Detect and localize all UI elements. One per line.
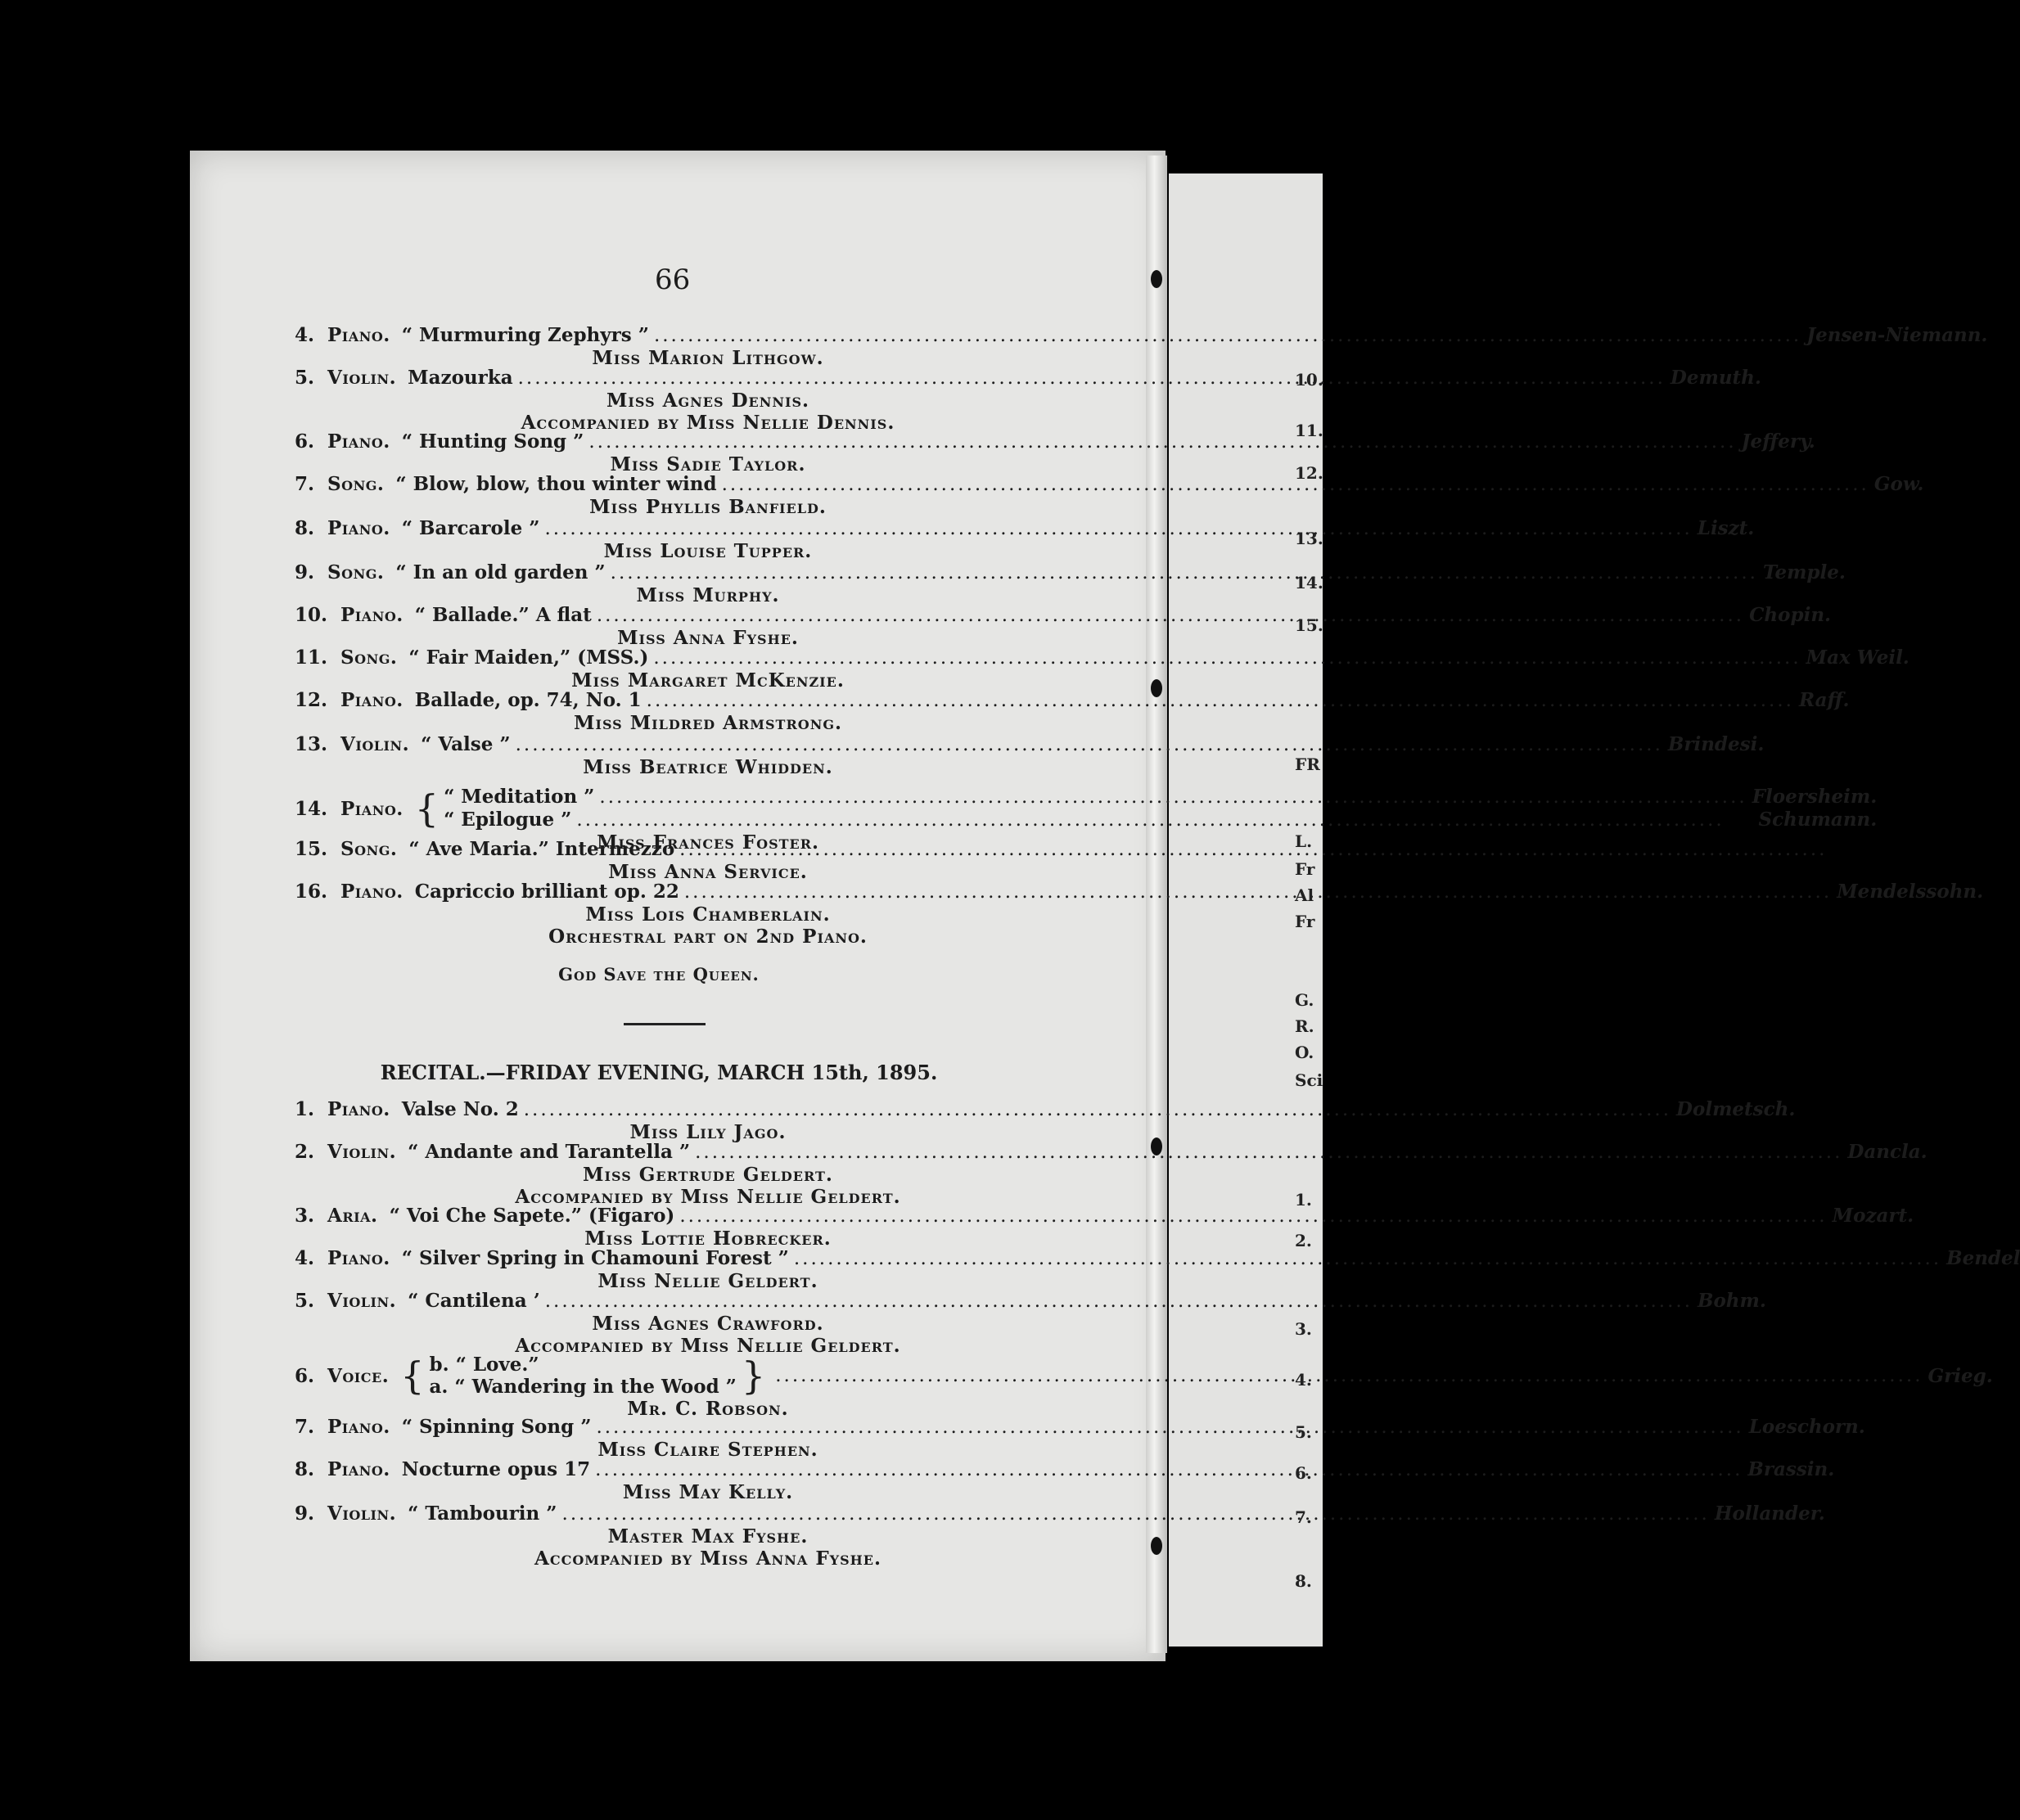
leader-dots bbox=[596, 1417, 1743, 1439]
item-title: “ Tambourin ” bbox=[408, 1502, 557, 1525]
item-number: 7. bbox=[295, 473, 315, 495]
facing-page-text: G. bbox=[1295, 990, 1314, 1010]
item-composer: Grieg. bbox=[1928, 1364, 1993, 1387]
leader-dots bbox=[544, 518, 1692, 540]
item-performer: Miss Gertrude Geldert. bbox=[583, 1164, 833, 1186]
facing-page-text: Al bbox=[1295, 885, 1314, 905]
item-row bbox=[295, 1458, 1835, 1481]
item-type: Voice. bbox=[327, 1364, 390, 1387]
brace: { bbox=[400, 1354, 425, 1398]
program-item bbox=[295, 324, 1988, 369]
item-title: “ Voi Che Sapete.” (Figaro) bbox=[389, 1205, 675, 1227]
program-item bbox=[295, 1247, 2020, 1292]
god-save-the-queen: God Save the Queen. bbox=[558, 964, 760, 984]
facing-page-text: 13. bbox=[1295, 529, 1323, 548]
item-performer: Miss Lois Chamberlain. bbox=[585, 903, 831, 926]
program-item bbox=[295, 1416, 1865, 1461]
item-row bbox=[295, 1098, 1796, 1121]
item-composer: Brassin. bbox=[1747, 1458, 1835, 1480]
item-composer: Bendel bbox=[1946, 1247, 2020, 1269]
item-number: 2. bbox=[295, 1141, 315, 1163]
facing-page-text: O. bbox=[1295, 1043, 1314, 1062]
program-item bbox=[295, 646, 1910, 692]
item-composer: Floersheim. bbox=[1752, 786, 1878, 808]
facing-page-text: 7. bbox=[1295, 1507, 1312, 1527]
item-type: Piano. bbox=[327, 1247, 390, 1269]
facing-page-text: 5. bbox=[1295, 1422, 1312, 1442]
item-number: 5. bbox=[295, 1290, 315, 1312]
item-performer: Master Max Fyshe. bbox=[607, 1525, 809, 1547]
item-number: 7. bbox=[295, 1416, 315, 1438]
item-type: Song. bbox=[327, 561, 385, 583]
item-type: Piano. bbox=[327, 430, 390, 453]
facing-page-text: 11. bbox=[1295, 421, 1323, 440]
item-performer: Miss Sadie Taylor. bbox=[610, 453, 806, 475]
leader-dots bbox=[576, 809, 1753, 831]
item-composer: Jeffery. bbox=[1741, 430, 1815, 453]
item-performer: Miss Louise Tupper. bbox=[603, 540, 813, 562]
program-item bbox=[295, 1098, 1796, 1143]
item-performer: Accompanied by Miss Anna Fyshe. bbox=[534, 1547, 881, 1570]
item-type: Piano. bbox=[340, 689, 404, 711]
item-title: “ Meditation ” bbox=[444, 786, 595, 808]
item-composer: Dolmetsch. bbox=[1676, 1098, 1796, 1120]
program-item bbox=[295, 1354, 1993, 1420]
item-number: 11. bbox=[295, 646, 328, 669]
item-performer: Accompanied by Miss Nellie Geldert. bbox=[515, 1186, 901, 1208]
item-performer: Miss Murphy. bbox=[636, 584, 780, 606]
item-performer: Miss Agnes Dennis. bbox=[606, 390, 810, 412]
item-row bbox=[295, 1141, 1928, 1164]
brace: { bbox=[414, 786, 440, 831]
item-number: 8. bbox=[295, 1458, 315, 1480]
item-composer: Chopin. bbox=[1749, 604, 1832, 626]
item-number: 14. bbox=[295, 797, 328, 820]
item-type: Aria. bbox=[327, 1205, 378, 1227]
item-composer: Loeschorn. bbox=[1748, 1416, 1865, 1438]
item-title: Nocturne opus 17 bbox=[401, 1458, 591, 1480]
facing-page-text: 12. bbox=[1295, 463, 1323, 483]
item-row bbox=[295, 733, 1765, 756]
item-title: “ Spinning Song ” bbox=[401, 1416, 592, 1438]
item-type: Violin. bbox=[327, 1141, 397, 1163]
leader-dots bbox=[684, 881, 1832, 903]
facing-page-text: 10. bbox=[1295, 370, 1323, 390]
item-performer: Accompanied by Miss Nellie Geldert. bbox=[515, 1335, 901, 1357]
item-composer: Max Weil. bbox=[1806, 646, 1910, 669]
item-row bbox=[295, 324, 1988, 347]
leader-dots bbox=[599, 786, 1747, 809]
leader-dots bbox=[647, 690, 1794, 712]
leader-dots bbox=[775, 1365, 1923, 1387]
item-composer: Temple. bbox=[1762, 561, 1846, 583]
item-title: “ Silver Spring in Chamouni Forest ” bbox=[401, 1247, 789, 1269]
leader-dots bbox=[516, 734, 1663, 756]
item-number: 13. bbox=[295, 733, 328, 755]
item-title: Valse No. 2 bbox=[401, 1098, 519, 1120]
item-number: 9. bbox=[295, 561, 315, 583]
item-performer: Miss Lily Jago. bbox=[629, 1121, 787, 1143]
item-number: 12. bbox=[295, 689, 328, 711]
binding-mark bbox=[1151, 1537, 1162, 1555]
item-performer: Miss Nellie Geldert. bbox=[597, 1270, 818, 1292]
item-performer: Miss Phyllis Banfield. bbox=[589, 496, 827, 518]
facing-page-text: Fr bbox=[1295, 912, 1315, 931]
program-item bbox=[295, 786, 1878, 854]
facing-page-text: 14. bbox=[1295, 573, 1323, 592]
item-row bbox=[295, 1247, 2020, 1270]
item-composer: Hollander. bbox=[1714, 1502, 1825, 1525]
item-type: Piano. bbox=[327, 1458, 390, 1480]
item-performer: Miss Beatrice Whidden. bbox=[583, 756, 833, 778]
item-title: “ Valse ” bbox=[421, 733, 511, 755]
item-performer: Miss Marion Lithgow. bbox=[592, 347, 824, 369]
brace: } bbox=[741, 1354, 766, 1398]
leader-dots bbox=[562, 1503, 1710, 1525]
program-item bbox=[295, 1290, 1766, 1357]
item-type: Violin. bbox=[340, 733, 410, 755]
item-composer: Schumann. bbox=[1758, 809, 1878, 831]
item-type: Piano. bbox=[327, 517, 390, 539]
item-number: 10. bbox=[295, 604, 328, 626]
item-number: 3. bbox=[295, 1205, 315, 1227]
item-type: Song. bbox=[327, 473, 385, 495]
item-title: “ Cantilena ’ bbox=[408, 1290, 540, 1312]
item-composer: Dancla. bbox=[1847, 1141, 1928, 1163]
facing-page-text: R. bbox=[1295, 1016, 1314, 1036]
item-number: 16. bbox=[295, 881, 328, 903]
item-number: 6. bbox=[295, 430, 315, 453]
item-title: “ Ballade.” A flat bbox=[414, 604, 592, 626]
item-title: “ Epilogue ” bbox=[444, 809, 572, 831]
item-title: Ballade, op. 74, No. 1 bbox=[414, 689, 642, 711]
leader-dots bbox=[588, 431, 1736, 453]
leader-dots bbox=[679, 1205, 1827, 1228]
program-item bbox=[295, 1458, 1835, 1503]
item-type: Violin. bbox=[327, 1290, 397, 1312]
item-composer: Liszt. bbox=[1697, 517, 1755, 539]
recital-heading: RECITAL.—FRIDAY EVENING, MARCH 15th, 1895. bbox=[380, 1061, 938, 1084]
program-item bbox=[295, 1502, 1825, 1570]
item-row bbox=[295, 1205, 1914, 1228]
item-title: “ Barcarole ” bbox=[401, 517, 540, 539]
item-performer: Orchestral part on 2nd Piano. bbox=[548, 926, 868, 948]
item-type: Piano. bbox=[340, 604, 404, 626]
item-performer: Miss Frances Foster. bbox=[596, 831, 820, 854]
item-type: Song. bbox=[340, 646, 398, 669]
item-title: “ In an old garden ” bbox=[395, 561, 606, 583]
binding-mark bbox=[1151, 270, 1162, 288]
item-number: 5. bbox=[295, 367, 315, 389]
item-composer: Brindesi. bbox=[1667, 733, 1765, 755]
facing-page-text: Sci bbox=[1295, 1070, 1323, 1090]
item-performer: Miss Anna Fyshe. bbox=[617, 627, 799, 649]
item-title: “ Fair Maiden,” (MSS.) bbox=[408, 646, 649, 669]
leader-dots bbox=[595, 1459, 1743, 1481]
item-title: a. “ Wandering in the Wood ” bbox=[429, 1376, 737, 1398]
item-type: Piano. bbox=[327, 324, 390, 346]
item-title: Mazourka bbox=[408, 367, 513, 389]
item-type: Piano. bbox=[327, 1416, 390, 1438]
item-composer: Mendelssohn. bbox=[1837, 881, 1984, 903]
item-type: Violin. bbox=[327, 1502, 397, 1525]
leader-dots bbox=[654, 325, 1801, 347]
item-title: Capriccio brilliant op. 22 bbox=[414, 881, 679, 903]
page-number: 66 bbox=[655, 264, 691, 296]
facing-page-text: 6. bbox=[1295, 1463, 1312, 1483]
facing-page-text: 2. bbox=[1295, 1231, 1312, 1250]
facing-page-text: L. bbox=[1295, 831, 1313, 851]
item-number: 4. bbox=[295, 1247, 315, 1269]
item-number: 9. bbox=[295, 1502, 315, 1525]
item-type: Violin. bbox=[327, 367, 397, 389]
item-composer: Gow. bbox=[1873, 473, 1924, 495]
facing-page-text: 1. bbox=[1295, 1190, 1312, 1210]
leader-dots bbox=[794, 1248, 1941, 1270]
item-title: “ Hunting Song ” bbox=[401, 430, 584, 453]
item-title: “ Ave Maria.” Intermezzo bbox=[408, 838, 675, 860]
item-number: 6. bbox=[295, 1364, 315, 1387]
leader-dots bbox=[524, 1099, 1671, 1121]
item-title: “ Blow, blow, thou winter wind bbox=[395, 473, 717, 495]
facing-page-text: 15. bbox=[1295, 615, 1323, 635]
leader-dots bbox=[545, 1291, 1693, 1313]
leader-dots bbox=[597, 605, 1744, 627]
item-composer: Bohm. bbox=[1698, 1290, 1766, 1312]
leader-dots bbox=[695, 1142, 1842, 1164]
program-item bbox=[295, 689, 1850, 734]
item-title: b. “ Love.” bbox=[429, 1354, 539, 1376]
item-performer: Miss May Kelly. bbox=[622, 1481, 794, 1503]
item-type: Piano. bbox=[340, 797, 404, 820]
item-type: Piano. bbox=[340, 881, 404, 903]
facing-page-text: 3. bbox=[1295, 1319, 1312, 1339]
divider bbox=[624, 1023, 706, 1025]
leader-dots bbox=[518, 367, 1666, 390]
item-number: 4. bbox=[295, 324, 315, 346]
item-composer: Mozart. bbox=[1832, 1205, 1914, 1227]
item-composer: Jensen-Niemann. bbox=[1806, 324, 1988, 346]
item-performer: Miss Claire Stephen. bbox=[597, 1439, 818, 1461]
item-number: 8. bbox=[295, 517, 315, 539]
item-performer: Miss Margaret McKenzie. bbox=[571, 669, 845, 692]
program-item bbox=[295, 1141, 1928, 1208]
item-row bbox=[295, 689, 1850, 712]
item-type: Song. bbox=[340, 838, 398, 860]
item-performer: Miss Agnes Crawford. bbox=[592, 1313, 824, 1335]
item-title: “ Andante and Tarantella ” bbox=[408, 1141, 691, 1163]
facing-page-text: 4. bbox=[1295, 1370, 1312, 1390]
leader-dots bbox=[611, 562, 1758, 584]
item-composer: Raff. bbox=[1798, 689, 1850, 711]
item-performer: Miss Mildred Armstrong. bbox=[574, 712, 842, 734]
item-performer: Mr. C. Robson. bbox=[627, 1398, 789, 1420]
item-composer: Demuth. bbox=[1670, 367, 1761, 389]
item-number: 1. bbox=[295, 1098, 315, 1120]
item-performer: Accompanied by Miss Nellie Dennis. bbox=[521, 412, 895, 434]
facing-page-text: FR bbox=[1295, 755, 1320, 774]
facing-page-text: Fr bbox=[1295, 859, 1315, 879]
facing-page-text: 8. bbox=[1295, 1571, 1312, 1591]
item-row bbox=[295, 646, 1910, 669]
item-performer: Miss Lottie Hobrecker. bbox=[584, 1228, 832, 1250]
item-row bbox=[295, 1502, 1825, 1525]
item-title: “ Murmuring Zephyrs ” bbox=[401, 324, 649, 346]
program-item bbox=[295, 1205, 1914, 1250]
item-number: 15. bbox=[295, 838, 328, 860]
leader-dots bbox=[653, 647, 1801, 669]
item-row bbox=[295, 1290, 1766, 1313]
item-row bbox=[295, 1416, 1865, 1439]
item-type: Piano. bbox=[327, 1098, 390, 1120]
item-performer: Miss Anna Service. bbox=[608, 861, 808, 883]
